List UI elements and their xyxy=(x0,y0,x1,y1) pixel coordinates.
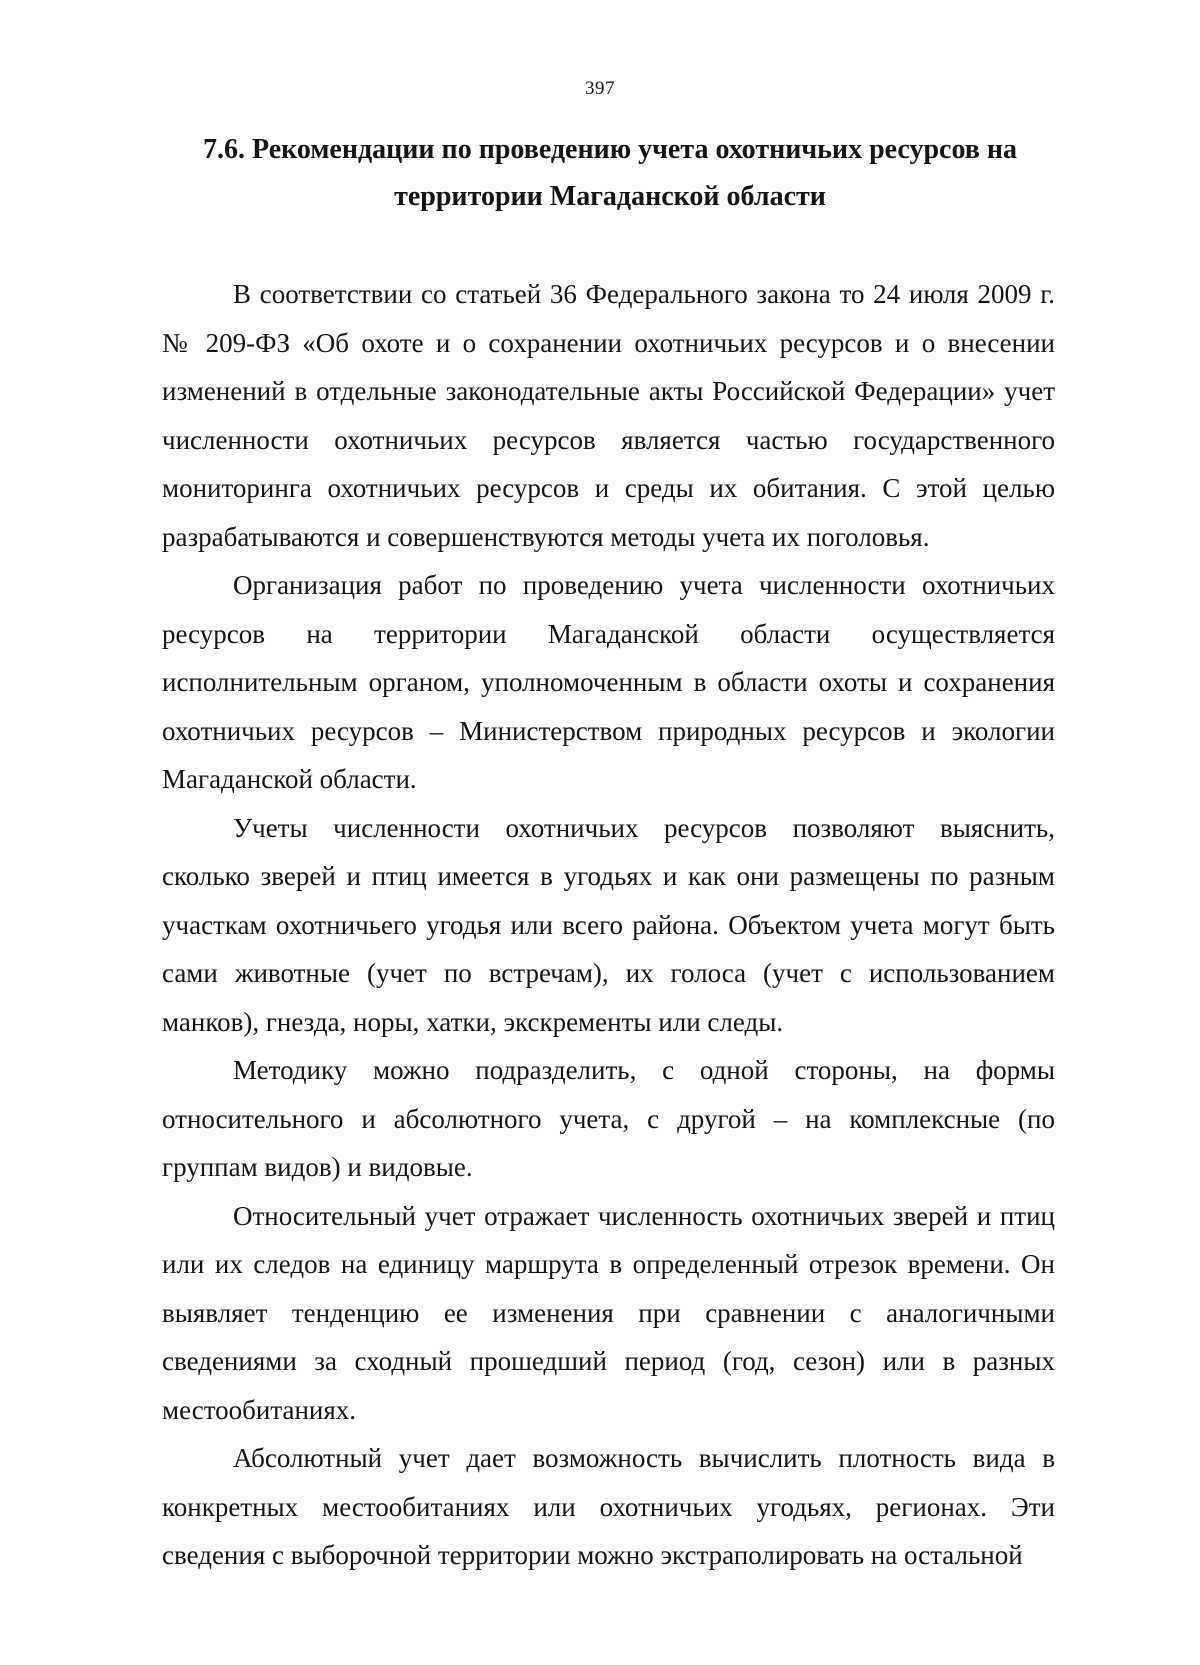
paragraph: Учеты численности охотничьих ресурсов позволяют выяснить, сколько зверей и птиц имеется в угодьях и как они размещены по разным участкам охотничьего угодья или всего района. Объектом учета могут быть сами животные (учет по встречам), их голоса (учет с использованием манков), гнезда, норы, хатки, экскременты или следы. xyxy=(162,812,1055,1037)
section-heading xyxy=(160,126,1060,220)
paragraph: В соответствии со статьей 36 Федерального закона то 24 июля 2009 г. № 209-ФЗ «Об охоте и о сохранении охотничьих ресурсов и о внесении изменений в отдельные законодательные акты Российской Федерации» учет численности охотничьих ресурсов является частью государственного мониторинга охотничьих ресурсов и среды их обитания. С этой целью разрабатываются и совершенствуются методы учета их поголовья. xyxy=(162,279,1055,552)
paragraph: Относительный учет отражает численность охотничьих зверей и птиц или их следов на единицу маршрута в определенный отрезок времени. Он выявляет тенденцию ее изменения при сравнении с аналогичными сведениями за сходный прошедший период (год, сезон) или в разных местообитаниях. xyxy=(162,1200,1055,1425)
page-number: 397 xyxy=(585,78,615,99)
section-heading-line-2: территории Магаданской области xyxy=(394,181,826,212)
paragraph: Абсолютный учет дает возможность вычислить плотность вида в конкретных местообитаниях или охотничьих угодьях, регионах. Эти сведения с выборочной территории можно экстраполировать на остальной xyxy=(162,1443,1055,1570)
section-heading-line-1: 7.6. Рекомендации по проведению учета охотничьих ресурсов на xyxy=(202,134,1018,165)
paragraph: Методику можно подразделить, с одной стороны, на формы относительного и абсолютного учета, с другой – на комплексные (по группам видов) и видовые. xyxy=(162,1055,1055,1182)
paragraph: Организация работ по проведению учета численности охотничьих ресурсов на территории Магаданской области осуществляется исполнительным органом, уполномоченным в области охоты и сохранения охотничьих ресурсов – Министерством природных ресурсов и экологии Магаданской области. xyxy=(162,570,1055,794)
body-text xyxy=(162,270,1055,1580)
